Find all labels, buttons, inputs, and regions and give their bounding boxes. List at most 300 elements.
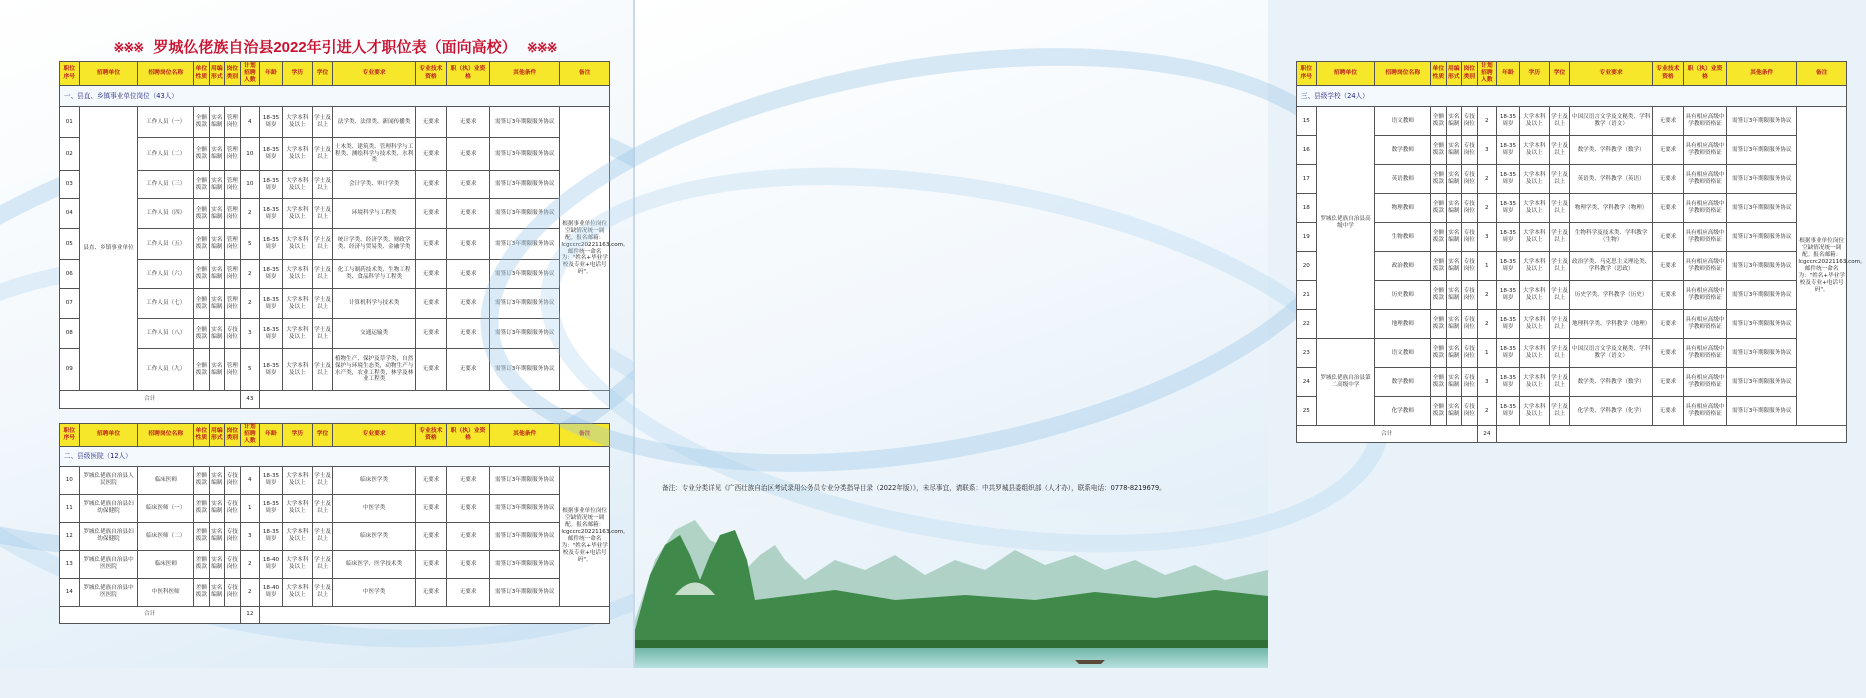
headcount-cell: 10 [240,138,260,171]
header-cell: 招聘单位 [79,424,138,447]
category-cell: 专技岗位 [1462,310,1477,339]
category-cell: 管理岗位 [225,138,240,171]
nature-cell: 全额拨款 [1431,136,1446,165]
degree-cell: 学士及以上 [312,550,333,578]
professional-qualification-cell: 无要求 [446,107,489,138]
education-cell: 大学本科及以上 [1519,136,1549,165]
major-cell: 数学类、学科教学（数学） [1570,368,1653,397]
post-number-cell: 22 [1297,310,1317,339]
education-cell: 大学本科及以上 [1519,368,1549,397]
table-row [60,578,610,606]
header-cell: 招聘岗位名称 [1375,62,1431,86]
remark-cell: 根据事业单位岗位空缺情况统一调配。报名邮箱：lcgccrc20221163.com。邮件统一命名为："姓名+毕业学校及专业+电话号码"。 [560,466,610,606]
staffing-cell: 实名编制 [1446,165,1461,194]
other-conditions-cell: 需签订3年期限服务协议 [1727,252,1797,281]
degree-cell: 学士及以上 [1549,136,1570,165]
age-cell: 18-35周岁 [260,138,283,171]
header-cell: 招聘岗位名称 [138,62,194,86]
header-cell: 职（执）业资格 [1683,62,1726,86]
degree-cell: 学士及以上 [1549,339,1570,368]
major-cell: 环境科学与工程类 [333,199,416,229]
post-number-cell: 25 [1297,397,1317,426]
header-cell: 学历 [282,424,312,447]
degree-cell: 学士及以上 [312,107,333,138]
table-row [1297,165,1847,194]
tech-qualification-cell: 无要求 [1652,136,1683,165]
education-cell: 大学本科及以上 [282,349,312,391]
post-name-cell: 数学教师 [1375,368,1431,397]
nature-cell: 全额拨款 [194,260,209,289]
degree-cell: 学士及以上 [312,171,333,199]
staffing-cell: 实名编制 [209,466,224,494]
headcount-cell: 2 [240,578,260,606]
county-hospitals-table [59,423,629,624]
tech-qualification-cell: 无要求 [1652,310,1683,339]
empty-cell [1497,426,1847,443]
header-cell: 计划招聘人数 [240,424,260,447]
post-number-cell: 07 [60,289,80,319]
headcount-cell: 1 [1477,252,1497,281]
education-cell: 大学本科及以上 [1519,107,1549,136]
header-cell: 单位性质 [194,62,209,86]
header-cell: 学历 [1519,62,1549,86]
major-cell: 统计学类、经济学类、财政学类、经济与贸易类、金融学类 [333,229,416,260]
major-cell: 地理科学类、学科教学（地理） [1570,310,1653,339]
major-cell: 中医学类 [333,494,416,522]
staffing-cell: 实名编制 [209,494,224,522]
tech-qualification-cell: 无要求 [1652,252,1683,281]
total-value-cell: 12 [240,606,260,623]
post-name-cell: 工作人员（七） [138,289,194,319]
header-cell: 备注 [560,424,610,447]
nature-cell: 全额拨款 [1431,107,1446,136]
other-conditions-cell: 需签订3年期限服务协议 [1727,281,1797,310]
post-name-cell: 临床医师（一） [138,494,194,522]
table-row [1297,281,1847,310]
table-row [1297,223,1847,252]
post-name-cell: 语文教师 [1375,107,1431,136]
professional-qualification-cell: 具有相应高级中学教师资格证 [1683,223,1726,252]
post-number-cell: 06 [60,260,80,289]
age-cell: 18-35周岁 [1497,107,1520,136]
header-cell: 学位 [312,62,333,86]
nature-cell: 全额拨款 [1431,368,1446,397]
table-row [60,550,610,578]
staffing-cell: 实名编制 [209,199,224,229]
post-number-cell: 23 [1297,339,1317,368]
category-cell: 管理岗位 [225,107,240,138]
age-cell: 18-35周岁 [1497,223,1520,252]
total-value-cell: 24 [1477,426,1497,443]
unit-cell: 罗城仫佬族自治县人民医院 [79,466,138,494]
section-heading: 一、县直、乡镇事业单位岗位（43人） [60,86,610,107]
category-cell: 专技岗位 [1462,223,1477,252]
major-cell: 临床医学、医学技术类 [333,550,416,578]
post-number-cell: 11 [60,494,80,522]
education-cell: 大学本科及以上 [1519,223,1549,252]
nature-cell: 全额拨款 [194,319,209,349]
header-cell: 招聘岗位名称 [138,424,194,447]
major-cell: 法学类、法律类、新闻传播类 [333,107,416,138]
headcount-cell: 2 [1477,310,1497,339]
staffing-cell: 实名编制 [1446,281,1461,310]
major-cell: 英语类、学科教学（英语） [1570,165,1653,194]
other-conditions-cell: 需签订3年期限服务协议 [490,319,560,349]
header-cell: 学位 [312,424,333,447]
degree-cell: 学士及以上 [1549,281,1570,310]
nature-cell: 全额拨款 [194,199,209,229]
headcount-cell: 1 [1477,339,1497,368]
unit-cell: 罗城仫佬族自治县中医医院 [79,578,138,606]
headcount-cell: 5 [240,229,260,260]
category-cell: 专技岗位 [225,578,240,606]
post-number-cell: 13 [60,550,80,578]
post-name-cell: 生物教师 [1375,223,1431,252]
other-conditions-cell: 需签订3年期限服务协议 [490,289,560,319]
professional-qualification-cell: 无要求 [446,522,489,550]
header-cell: 学历 [282,62,312,86]
post-name-cell: 历史教师 [1375,281,1431,310]
nature-cell: 全额拨款 [1431,223,1446,252]
post-number-cell: 01 [60,107,80,138]
post-name-cell: 政治教师 [1375,252,1431,281]
major-cell: 数学类、学科教学（数学） [1570,136,1653,165]
category-cell: 专技岗位 [1462,107,1477,136]
education-cell: 大学本科及以上 [1519,194,1549,223]
nature-cell: 全额拨款 [1431,397,1446,426]
post-number-cell: 20 [1297,252,1317,281]
category-cell: 专技岗位 [1462,368,1477,397]
post-number-cell: 10 [60,466,80,494]
post-number-cell: 16 [1297,136,1317,165]
title-ornament-right: ※※※ [526,40,557,55]
age-cell: 18-35周岁 [1497,281,1520,310]
tech-qualification-cell: 无要求 [1652,281,1683,310]
total-value-cell: 43 [240,391,260,409]
professional-qualification-cell: 无要求 [446,229,489,260]
headcount-cell: 3 [1477,136,1497,165]
nature-cell: 差额拨款 [194,466,209,494]
post-name-cell: 数学教师 [1375,136,1431,165]
header-cell: 计划招聘人数 [1477,62,1497,86]
degree-cell: 学士及以上 [1549,223,1570,252]
tech-qualification-cell: 无要求 [415,349,446,391]
table-row [60,107,610,138]
tech-qualification-cell: 无要求 [415,199,446,229]
header-cell: 学位 [1549,62,1570,86]
other-conditions-cell: 需签订3年期限服务协议 [490,107,560,138]
staffing-cell: 实名编制 [1446,223,1461,252]
tech-qualification-cell: 无要求 [415,229,446,260]
age-cell: 18-35周岁 [1497,194,1520,223]
table-row [60,522,610,550]
header-cell: 年龄 [1497,62,1520,86]
table-row [1297,368,1847,397]
tech-qualification-cell: 无要求 [1652,165,1683,194]
header-cell: 职（执）业资格 [446,424,489,447]
category-cell: 专技岗位 [225,466,240,494]
category-cell: 专技岗位 [1462,339,1477,368]
category-cell: 管理岗位 [225,229,240,260]
staffing-cell: 实名编制 [1446,397,1461,426]
major-cell: 生物科学及技术类、学科教学（生物） [1570,223,1653,252]
staffing-cell: 实名编制 [209,107,224,138]
professional-qualification-cell: 无要求 [446,494,489,522]
post-name-cell: 临床医师 [138,550,194,578]
header-cell: 职位序号 [60,62,80,86]
age-cell: 18-35周岁 [260,319,283,349]
tech-qualification-cell: 无要求 [415,319,446,349]
post-name-cell: 英语教师 [1375,165,1431,194]
county-schools-table [1296,61,1866,443]
age-cell: 18-40周岁 [260,578,283,606]
header-cell: 用编形式 [209,62,224,86]
unit-cell: 县直、乡镇事业单位 [79,107,138,391]
header-cell: 其他条件 [490,424,560,447]
staffing-cell: 实名编制 [209,289,224,319]
headcount-cell: 3 [240,522,260,550]
education-cell: 大学本科及以上 [1519,165,1549,194]
table-row [1297,339,1847,368]
age-cell: 18-35周岁 [260,107,283,138]
staffing-cell: 实名编制 [209,319,224,349]
professional-qualification-cell: 无要求 [446,199,489,229]
tech-qualification-cell: 无要求 [1652,107,1683,136]
education-cell: 大学本科及以上 [282,578,312,606]
degree-cell: 学士及以上 [1549,165,1570,194]
staffing-cell: 实名编制 [209,229,224,260]
post-number-cell: 05 [60,229,80,260]
age-cell: 18-35周岁 [260,229,283,260]
education-cell: 大学本科及以上 [282,289,312,319]
category-cell: 专技岗位 [225,494,240,522]
degree-cell: 学士及以上 [312,319,333,349]
major-cell: 历史学类、学科教学（历史） [1570,281,1653,310]
headcount-cell: 2 [240,260,260,289]
education-cell: 大学本科及以上 [282,260,312,289]
unit-cell: 罗城仫佬族自治县妇幼保健院 [79,522,138,550]
right-page [635,0,1866,668]
headcount-cell: 4 [240,466,260,494]
age-cell: 18-35周岁 [260,199,283,229]
headcount-cell: 2 [240,550,260,578]
post-number-cell: 15 [1297,107,1317,136]
professional-qualification-cell: 无要求 [446,289,489,319]
header-cell: 计划招聘人数 [240,62,260,86]
header-cell: 专业技术资格 [1652,62,1683,86]
table-row [1297,252,1847,281]
headcount-cell: 2 [1477,194,1497,223]
tech-qualification-cell: 无要求 [1652,397,1683,426]
tech-qualification-cell: 无要求 [415,260,446,289]
header-cell: 职位序号 [60,424,80,447]
tech-qualification-cell: 无要求 [415,550,446,578]
age-cell: 18-35周岁 [1497,368,1520,397]
other-conditions-cell: 需签订3年期限服务协议 [1727,368,1797,397]
degree-cell: 学士及以上 [1549,368,1570,397]
remark-cell: 根据事业单位岗位空缺情况统一调配。报名邮箱：lcgccrc20221163.com。邮件统一命名为："姓名+毕业学校及专业+电话号码"。 [1797,107,1847,426]
other-conditions-cell: 需签订3年期限服务协议 [490,199,560,229]
major-cell: 中国汉语言文学及文秘类、学科教学（语文） [1570,339,1653,368]
headcount-cell: 1 [240,494,260,522]
post-number-cell: 09 [60,349,80,391]
headcount-cell: 2 [1477,165,1497,194]
post-number-cell: 08 [60,319,80,349]
tech-qualification-cell: 无要求 [415,138,446,171]
tech-qualification-cell: 无要求 [415,494,446,522]
degree-cell: 学士及以上 [312,494,333,522]
degree-cell: 学士及以上 [312,466,333,494]
header-cell: 专业技术资格 [415,62,446,86]
nature-cell: 全额拨款 [1431,252,1446,281]
headcount-cell: 2 [1477,397,1497,426]
major-cell: 植物生产、保护及草学类，自然保护与环境生态类，动物生产与水产类，农业工程类，林学及林业工程类 [333,349,416,391]
degree-cell: 学士及以上 [312,138,333,171]
header-cell: 年龄 [260,62,283,86]
major-cell: 中国汉语言文学及文秘类、学科教学（语文） [1570,107,1653,136]
karst-landscape-image [635,500,1268,668]
nature-cell: 差额拨款 [194,494,209,522]
post-name-cell: 地理教师 [1375,310,1431,339]
unit-cell: 罗城仫佬族自治县第二高级中学 [1316,339,1375,426]
post-name-cell: 工作人员（八） [138,319,194,349]
other-conditions-cell: 需签订3年期限服务协议 [1727,136,1797,165]
header-cell: 专业要求 [333,62,416,86]
post-number-cell: 18 [1297,194,1317,223]
staffing-cell: 实名编制 [1446,252,1461,281]
education-cell: 大学本科及以上 [1519,310,1549,339]
post-name-cell: 中医科医师 [138,578,194,606]
tech-qualification-cell: 无要求 [1652,194,1683,223]
education-cell: 大学本科及以上 [1519,281,1549,310]
post-name-cell: 化学教师 [1375,397,1431,426]
professional-qualification-cell: 具有相应高级中学教师资格证 [1683,252,1726,281]
major-cell: 土木类、建筑类、管理科学与工程类、测绘科学与技术类、水利类 [333,138,416,171]
headcount-cell: 2 [1477,107,1497,136]
category-cell: 专技岗位 [225,319,240,349]
age-cell: 18-35周岁 [260,171,283,199]
major-cell: 政治学类、马克思主义理论类、学科教学（思政） [1570,252,1653,281]
header-cell: 单位性质 [194,424,209,447]
unit-cell: 罗城仫佬族自治县高级中学 [1316,107,1375,339]
other-conditions-cell: 需签订3年期限服务协议 [490,349,560,391]
age-cell: 18-40周岁 [260,550,283,578]
major-cell: 中医学类 [333,578,416,606]
total-label-cell: 合计 [60,391,241,409]
nature-cell: 全额拨款 [194,171,209,199]
age-cell: 18-35周岁 [260,522,283,550]
post-name-cell: 工作人员（四） [138,199,194,229]
staffing-cell: 实名编制 [209,550,224,578]
other-conditions-cell: 需签订3年期限服务协议 [490,494,560,522]
degree-cell: 学士及以上 [312,229,333,260]
category-cell: 专技岗位 [1462,252,1477,281]
post-name-cell: 临床医师 [138,466,194,494]
professional-qualification-cell: 无要求 [446,349,489,391]
headcount-cell: 3 [1477,223,1497,252]
header-cell: 用编形式 [1446,62,1461,86]
professional-qualification-cell: 无要求 [446,550,489,578]
professional-qualification-cell: 具有相应高级中学教师资格证 [1683,339,1726,368]
unit-cell: 罗城仫佬族自治县妇幼保健院 [79,494,138,522]
degree-cell: 学士及以上 [1549,194,1570,223]
age-cell: 18-35周岁 [1497,165,1520,194]
staffing-cell: 实名编制 [1446,368,1461,397]
major-cell: 会计学类、审计学类 [333,171,416,199]
category-cell: 专技岗位 [1462,165,1477,194]
header-cell: 年龄 [260,424,283,447]
degree-cell: 学士及以上 [312,349,333,391]
other-conditions-cell: 需签订3年期限服务协议 [1727,310,1797,339]
post-number-cell: 02 [60,138,80,171]
post-number-cell: 03 [60,171,80,199]
table-row [60,466,610,494]
education-cell: 大学本科及以上 [282,171,312,199]
header-cell: 职位序号 [1297,62,1317,86]
professional-qualification-cell: 具有相应高级中学教师资格证 [1683,165,1726,194]
tech-qualification-cell: 无要求 [1652,223,1683,252]
header-cell: 岗位类别 [225,424,240,447]
post-name-cell: 工作人员（九） [138,349,194,391]
header-cell: 岗位类别 [225,62,240,86]
other-conditions-cell: 需签订3年期限服务协议 [1727,223,1797,252]
category-cell: 管理岗位 [225,289,240,319]
education-cell: 大学本科及以上 [282,229,312,260]
age-cell: 18-35周岁 [1497,339,1520,368]
other-conditions-cell: 需签订3年期限服务协议 [490,522,560,550]
headcount-cell: 3 [1477,368,1497,397]
header-cell: 用编形式 [209,424,224,447]
post-name-cell: 工作人员（五） [138,229,194,260]
major-cell: 计算机科学与技术类 [333,289,416,319]
header-cell: 其他条件 [490,62,560,86]
staffing-cell: 实名编制 [209,138,224,171]
headcount-cell: 10 [240,171,260,199]
post-name-cell: 工作人员（二） [138,138,194,171]
post-name-cell: 临床医师（二） [138,522,194,550]
title-ornament-left: ※※※ [113,40,144,55]
post-number-cell: 04 [60,199,80,229]
tech-qualification-cell: 无要求 [1652,368,1683,397]
professional-qualification-cell: 无要求 [446,260,489,289]
nature-cell: 全额拨款 [1431,310,1446,339]
total-label-cell: 合计 [1297,426,1478,443]
header-row [60,62,610,86]
professional-qualification-cell: 无要求 [446,466,489,494]
header-cell: 单位性质 [1431,62,1446,86]
headcount-cell: 3 [240,319,260,349]
nature-cell: 全额拨款 [194,107,209,138]
total-row [1297,426,1847,443]
staffing-cell: 实名编制 [1446,194,1461,223]
header-cell: 专业技术资格 [415,424,446,447]
tech-qualification-cell: 无要求 [415,578,446,606]
empty-cell [260,606,610,623]
education-cell: 大学本科及以上 [282,494,312,522]
header-cell: 其他条件 [1727,62,1797,86]
staffing-cell: 实名编制 [1446,136,1461,165]
staffing-cell: 实名编制 [209,260,224,289]
major-cell: 临床医学类 [333,466,416,494]
nature-cell: 全额拨款 [194,229,209,260]
tech-qualification-cell: 无要求 [1652,339,1683,368]
nature-cell: 差额拨款 [194,522,209,550]
age-cell: 18-35周岁 [1497,136,1520,165]
category-cell: 管理岗位 [225,260,240,289]
nature-cell: 全额拨款 [1431,165,1446,194]
header-cell: 备注 [1797,62,1847,86]
table-row [1297,194,1847,223]
